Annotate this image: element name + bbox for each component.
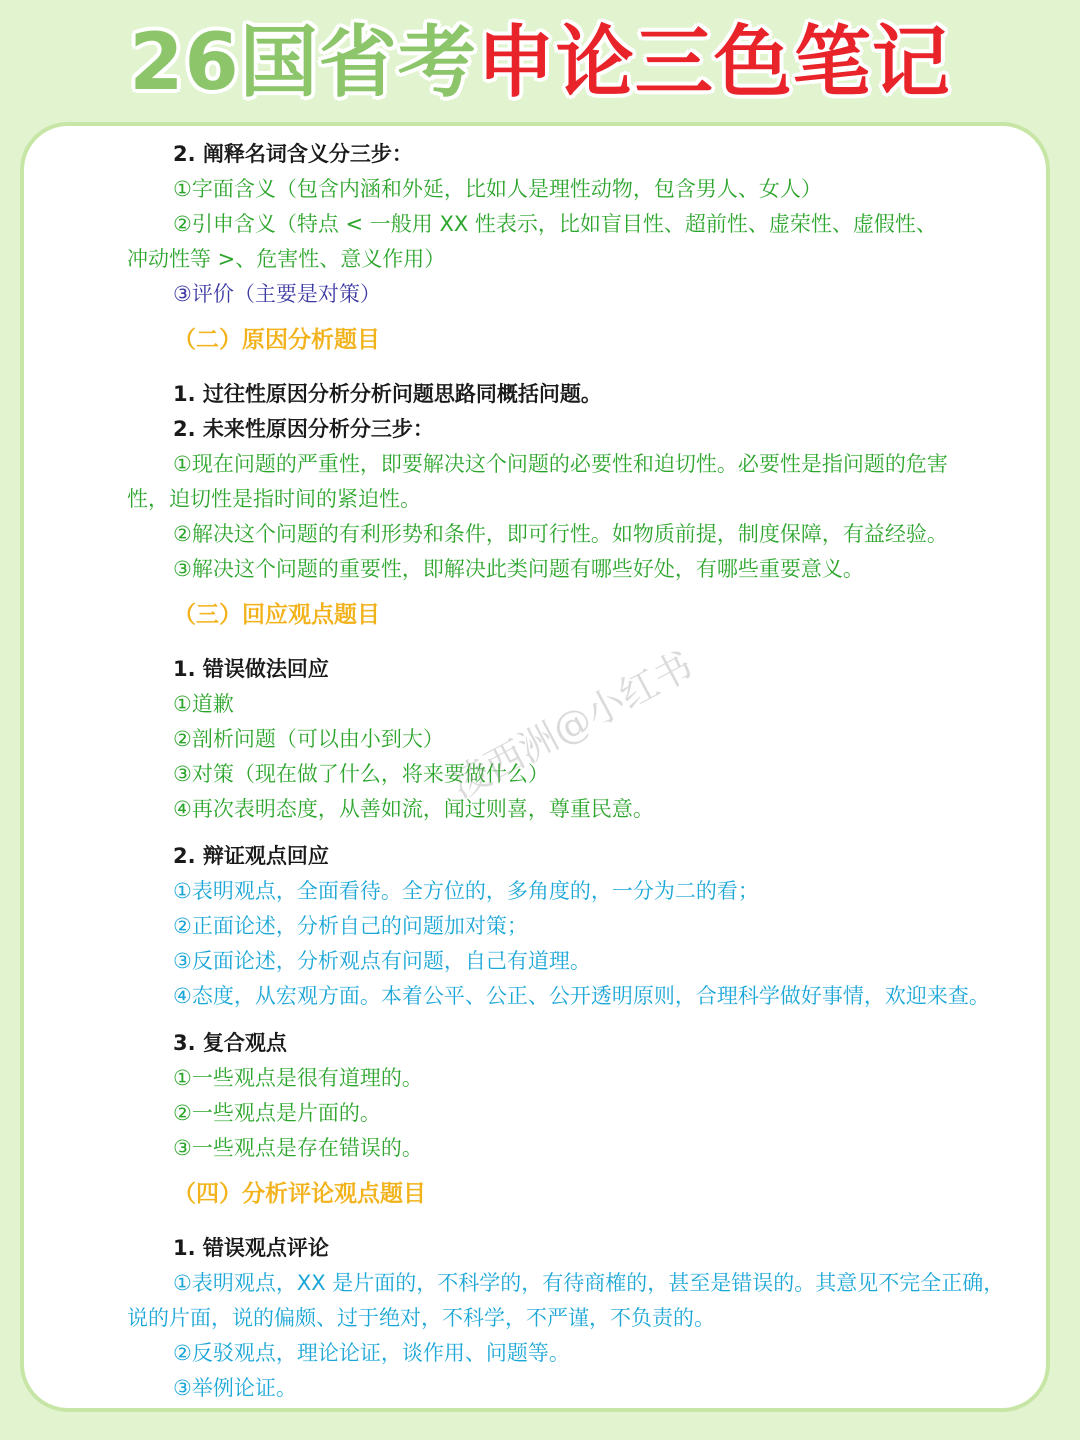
heading-past-cause: 1. 过往性原因分析分析问题思路同概括问题。: [173, 382, 602, 406]
list-item: ③反面论述，分析观点有问题，自己有道理。: [173, 949, 591, 973]
section-title-cause-analysis: （二）原因分析题目: [173, 327, 380, 353]
list-item-continued: 说的片面，说的偏颇、过于绝对，不科学，不严谨，不负责的。: [127, 1306, 715, 1330]
list-item: ③一些观点是存在错误的。: [173, 1136, 423, 1160]
list-item: ①表明观点，全面看待。全方位的，多角度的，一分为二的看；: [173, 879, 759, 903]
title-part-red: 申论三色笔记: [476, 18, 951, 108]
list-item: ②引申含义（特点 < 一般用 XX 性表示，比如盲目性、超前性、虚荣性、虚假性、: [173, 212, 937, 236]
list-item: ②一些观点是片面的。: [173, 1101, 381, 1125]
heading-wrong-practice: 1. 错误做法回应: [173, 657, 329, 681]
list-item: ①字面含义（包含内涵和外延，比如人是理性动物，包含男人、女人）: [173, 177, 822, 201]
list-item: ②反驳观点，理论论证，谈作用、问题等。: [173, 1341, 570, 1365]
list-item-continued: 性，迫切性是指时间的紧迫性。: [127, 487, 421, 511]
list-item: ②解决这个问题的有利形势和条件，即可行性。如物质前提，制度保障，有益经验。: [173, 522, 948, 546]
list-item: ②正面论述，分析自己的问题加对策；: [173, 914, 528, 938]
section-title-comment: （四）分析评论观点题目: [173, 1181, 426, 1207]
list-item: ③举例论证。: [173, 1376, 297, 1400]
heading-future-cause: 2. 未来性原因分析分三步：: [173, 417, 434, 441]
list-item: ④态度，从宏观方面。本着公平、公正、公开透明原则，合理科学做好事情，欢迎来查。: [173, 984, 990, 1008]
heading-composite: 3. 复合观点: [173, 1031, 287, 1055]
list-item: ①一些观点是很有道理的。: [173, 1066, 423, 1090]
list-item: ①表明观点，XX 是片面的，不科学的，有待商榷的，甚至是错误的。其意见不完全正确，: [173, 1271, 1005, 1295]
section-title-response: （三）回应观点题目: [173, 602, 380, 628]
heading-dialectical: 2. 辩证观点回应: [173, 844, 329, 868]
list-item: ③对策（现在做了什么，将来要做什么）: [173, 762, 549, 786]
heading-explain-terms: 2. 阐释名词含义分三步：: [173, 142, 413, 166]
page-title: [0, 18, 1080, 108]
heading-wrong-view: 1. 错误观点评论: [173, 1236, 329, 1260]
list-item: ③解决这个问题的重要性，即解决此类问题有哪些好处，有哪些重要意义。: [173, 557, 864, 581]
title-part-green: 26国省考: [129, 18, 477, 108]
list-item: ④再次表明态度，从善如流，闻过则喜，尊重民意。: [173, 797, 654, 821]
watermark: 凌西洲@小红书: [444, 643, 700, 807]
list-item: ①道歉: [173, 692, 234, 716]
list-item: ③评价（主要是对策）: [173, 282, 381, 306]
list-item: ①现在问题的严重性，即要解决这个问题的必要性和迫切性。必要性是指问题的危害: [173, 452, 948, 476]
list-item: ②剖析问题（可以由小到大）: [173, 727, 444, 751]
list-item-continued: 冲动性等 >、危害性、意义作用）: [127, 247, 446, 271]
